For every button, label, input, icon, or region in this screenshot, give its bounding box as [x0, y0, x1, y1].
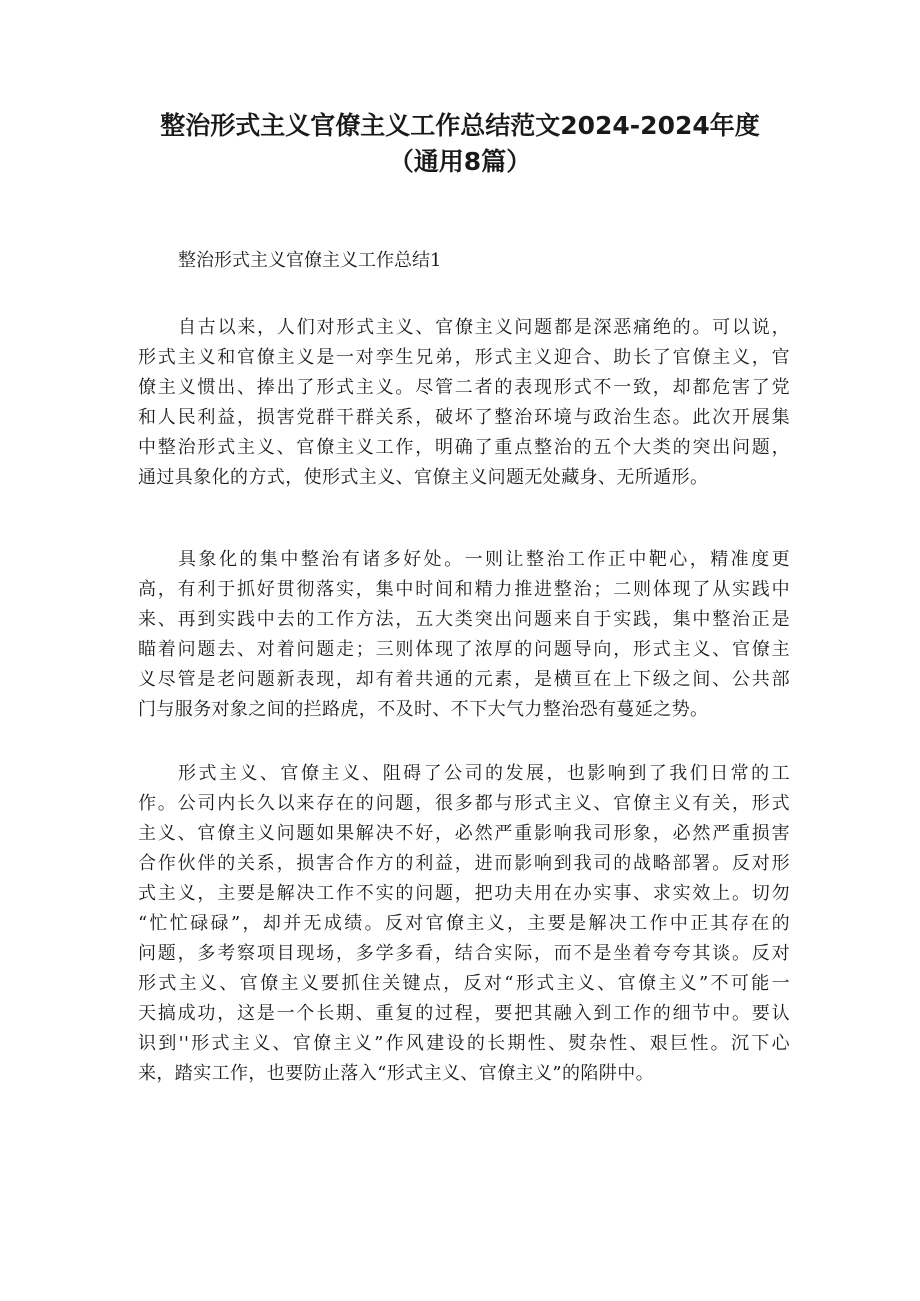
section-heading: 整治形式主义官僚主义工作总结1 [178, 250, 442, 271]
paragraph-3 [138, 759, 790, 1089]
paragraph-line: 式主义，主要是解决工作不实的问题，把功夫用在办实事、求实效上。切勿 [138, 883, 790, 904]
paragraph-line: 问题，多考察项目现场，多学多看，结合实际，而不是坐着夸夸其谈。反对 [138, 943, 790, 964]
paragraph-line: 僚主义惯出、捧出了形式主义。尽管二者的表现形式不一致，却都危害了党 [138, 377, 790, 398]
document-title [120, 108, 800, 180]
document-title-line-1: 整治形式主义官僚主义工作总结范文2024-2024年度 [160, 111, 760, 140]
paragraph-line: 识到''形式主义、官僚主义”作风建设的长期性、熨杂性、艰巨性。沉下心 [138, 1033, 790, 1054]
paragraph-line: 瞄着问题去、对着问题走；三则体现了浓厚的问题导向，形式主义、官僚主 [138, 639, 790, 660]
paragraph-line: 义尽管是老问题新表现，却有着共通的元素，是横亘在上下级之间、公共部 [138, 669, 790, 690]
paragraph-line: 自古以来，人们对形式主义、官僚主义问题都是深恶痛绝的。可以说， [178, 317, 790, 338]
paragraph-1 [138, 313, 790, 493]
paragraph-line: 中整治形式主义、官僚主义工作，明确了重点整治的五个大类的突出问题， [138, 437, 790, 458]
paragraph-2 [138, 545, 790, 725]
paragraph-line: 合作伙伴的关系，损害合作方的利益，进而影响到我司的战略部署。反对形 [138, 853, 790, 874]
paragraph-line: 具象化的集中整治有诸多好处。一则让整治工作正中靶心，精准度更 [178, 549, 790, 570]
paragraph-line: “忙忙碌碌”，却并无成绩。反对官僚主义，主要是解决工作中正其存在的 [138, 913, 790, 934]
document-title-line-2: （通用8篇） [388, 147, 532, 176]
paragraph-line: 通过具象化的方式，使形式主义、官僚主义问题无处藏身、无所遁形。 [138, 467, 709, 488]
paragraph-line: 门与服务对象之间的拦路虎，不及时、不下大气力整治恐有蔓延之势。 [138, 699, 709, 720]
paragraph-line: 天搞成功，这是一个长期、重复的过程，要把其融入到工作的细节中。要认 [138, 1003, 790, 1024]
paragraph-line: 形式主义、官僚主义、阻碍了公司的发展，也影响到了我们日常的工 [178, 763, 790, 784]
paragraph-line: 高，有利于抓好贯彻落实，集中时间和精力推进整治；二则体现了从实践中 [138, 579, 790, 600]
paragraph-line: 作。公司内长久以来存在的问题，很多都与形式主义、官僚主义有关，形式 [138, 793, 790, 814]
paragraph-line: 和人民利益，损害党群干群关系，破坏了整治环境与政治生态。此次开展集 [138, 407, 790, 428]
paragraph-line: 形式主义和官僚主义是一对孪生兄弟，形式主义迎合、助长了官僚主义，官 [138, 347, 790, 368]
paragraph-line: 来，踏实工作，也要防止落入“形式主义、官僚主义”的陷阱中。 [138, 1063, 655, 1084]
paragraph-line: 主义、官僚主义问题如果解决不好，必然严重影响我司形象，必然严重损害 [138, 823, 790, 844]
paragraph-line: 来、再到实践中去的工作方法，五大类突出问题来自于实践，集中整治正是 [138, 609, 790, 630]
paragraph-line: 形式主义、官僚主义要抓住关键点，反对“形式主义、官僚主义”不可能一 [138, 973, 790, 994]
